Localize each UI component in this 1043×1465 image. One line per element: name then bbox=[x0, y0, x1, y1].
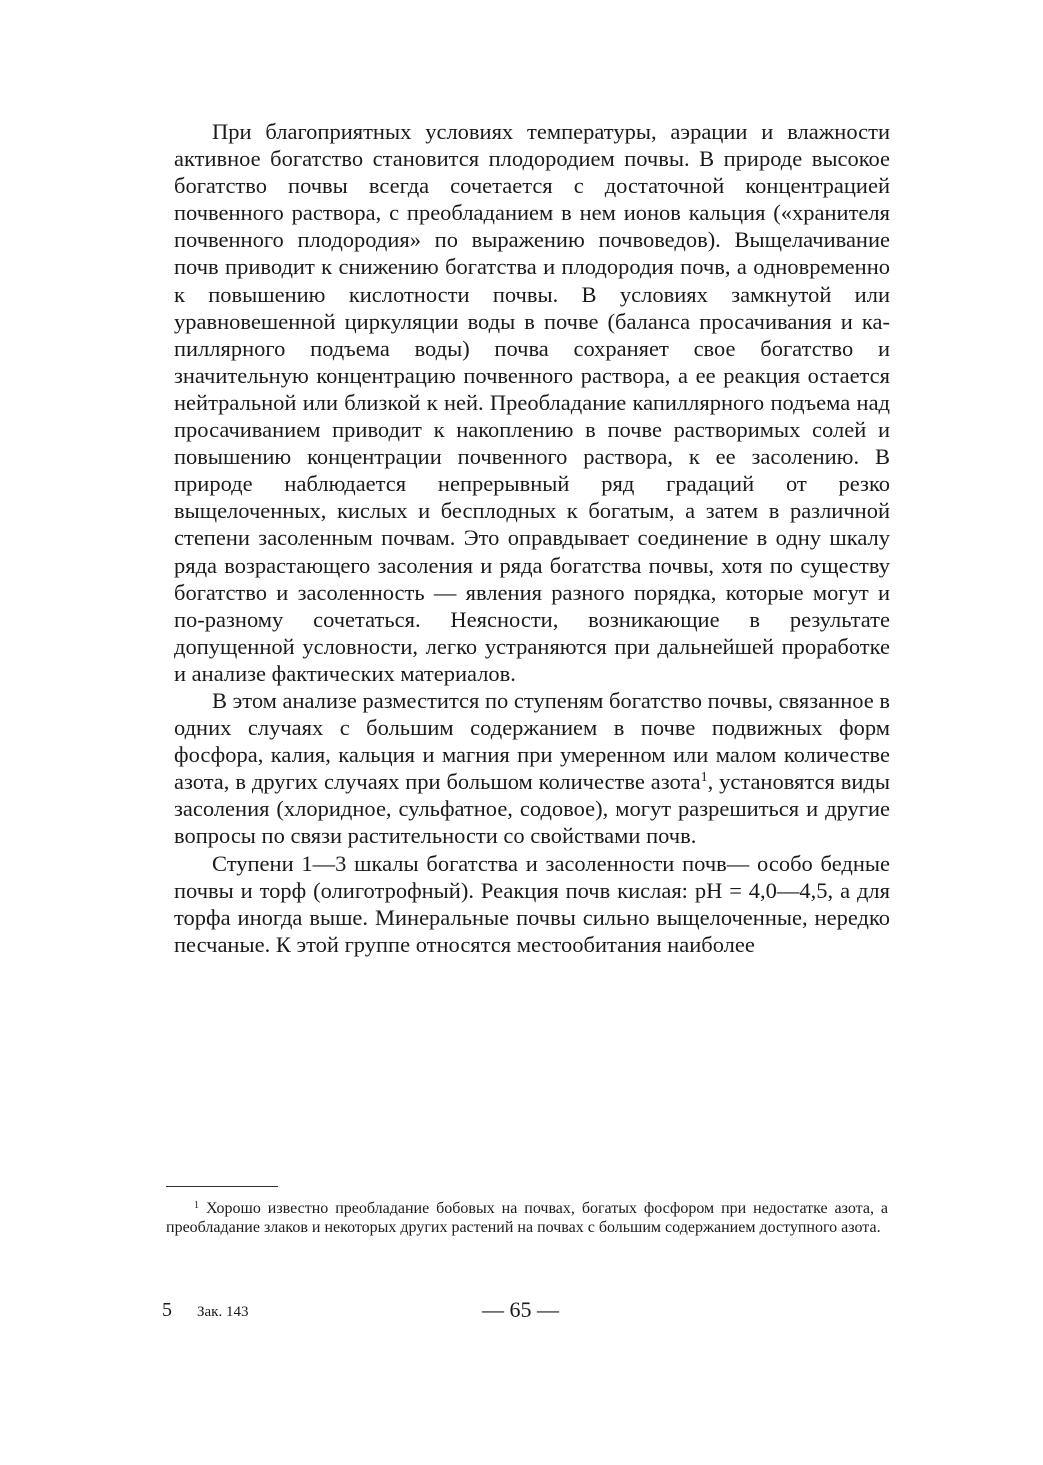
footnote-reference: 1 bbox=[700, 770, 708, 786]
paragraph-2 bbox=[174, 687, 890, 850]
page-number: — 65 — bbox=[482, 1297, 559, 1322]
paragraph-2-part-1: В этом анализе разместится по ступеням богатство почвы, связанное в одних случаях с большим содержанием в почве подвижных форм фосфора, калия, кальция и магния при умеренном или малом количестве азота, в других случаях при большом количестве азота bbox=[174, 687, 890, 795]
paragraph-3: Ступени 1—3 шкалы богатства и засоленности почв— особо бедные почвы и торф (олиготрофный). Реакция почв кислая: pH = 4,0—4,5, а для торфа иногда выше. Минеральные почвы сильно выщелоченные, нередко песчаные. К этой группе относятся местообитания наиболее bbox=[174, 850, 890, 957]
footnote-marker: 1 bbox=[194, 1200, 199, 1211]
signature-mark: 5 bbox=[162, 1299, 172, 1321]
paragraph-2-part-2: , установятся виды засоления (хлоридное, сульфатное, содовое), могут разрешиться и другие вопросы по связи растительности со свойствами почв. bbox=[174, 769, 890, 849]
order-number: Зак. 143 bbox=[197, 1304, 249, 1320]
footnote-divider bbox=[166, 1186, 278, 1187]
footnote-text: Хорошо известно преобладание бобовых на почвах, богатых фосфором при недостатке азота, а преобладание злаков и некоторых других растений на почвах с большим содержанием доступного азота. bbox=[166, 1200, 889, 1236]
footnote bbox=[166, 1200, 888, 1237]
body-text bbox=[174, 118, 890, 958]
paragraph-1: При благоприятных условиях температуры, аэрации и влажности активное богатство становится плодородием почвы. В природе высокое богатство почвы всегда сочетается с достаточной концентрацией почвенного раствора, с преобладанием в нем ионов кальция («хранителя почвенного плодородия» по выражению почвоведов). Выщелачивание почв приводит к снижению богатства и плодородия почв, а одновременно к повышению кислотности почвы. В условиях замкнутой или уравновешенной циркуляции воды в почве (баланса просачивания и капиллярного подъема воды) почва сохраняет свое богатство и значительную концентрацию почвенного раствора, а ее реакция остается нейтральной или близкой к ней. Преобладание капиллярного подъема над просачиванием приводит к накоплению в почве растворимых солей и повышению концентрации почвенного раствора, к ее засолению. В природе наблюдается непрерывный ряд градаций от резко выщелоченных, кислых и бесплодных к богатым, а затем в различной степени засоленным почвам. Это оправдывает соединение в одну шкалу ряда возрастающего засоления и ряда богатства почвы, хотя по существу богатство и засоленность — явления разного порядка, которые могут и по-разному сочетаться. Неясности, возникающие в результате допущенной условности, легко устраняются при дальнейшей проработке и анализе фактических материалов. bbox=[174, 119, 890, 686]
